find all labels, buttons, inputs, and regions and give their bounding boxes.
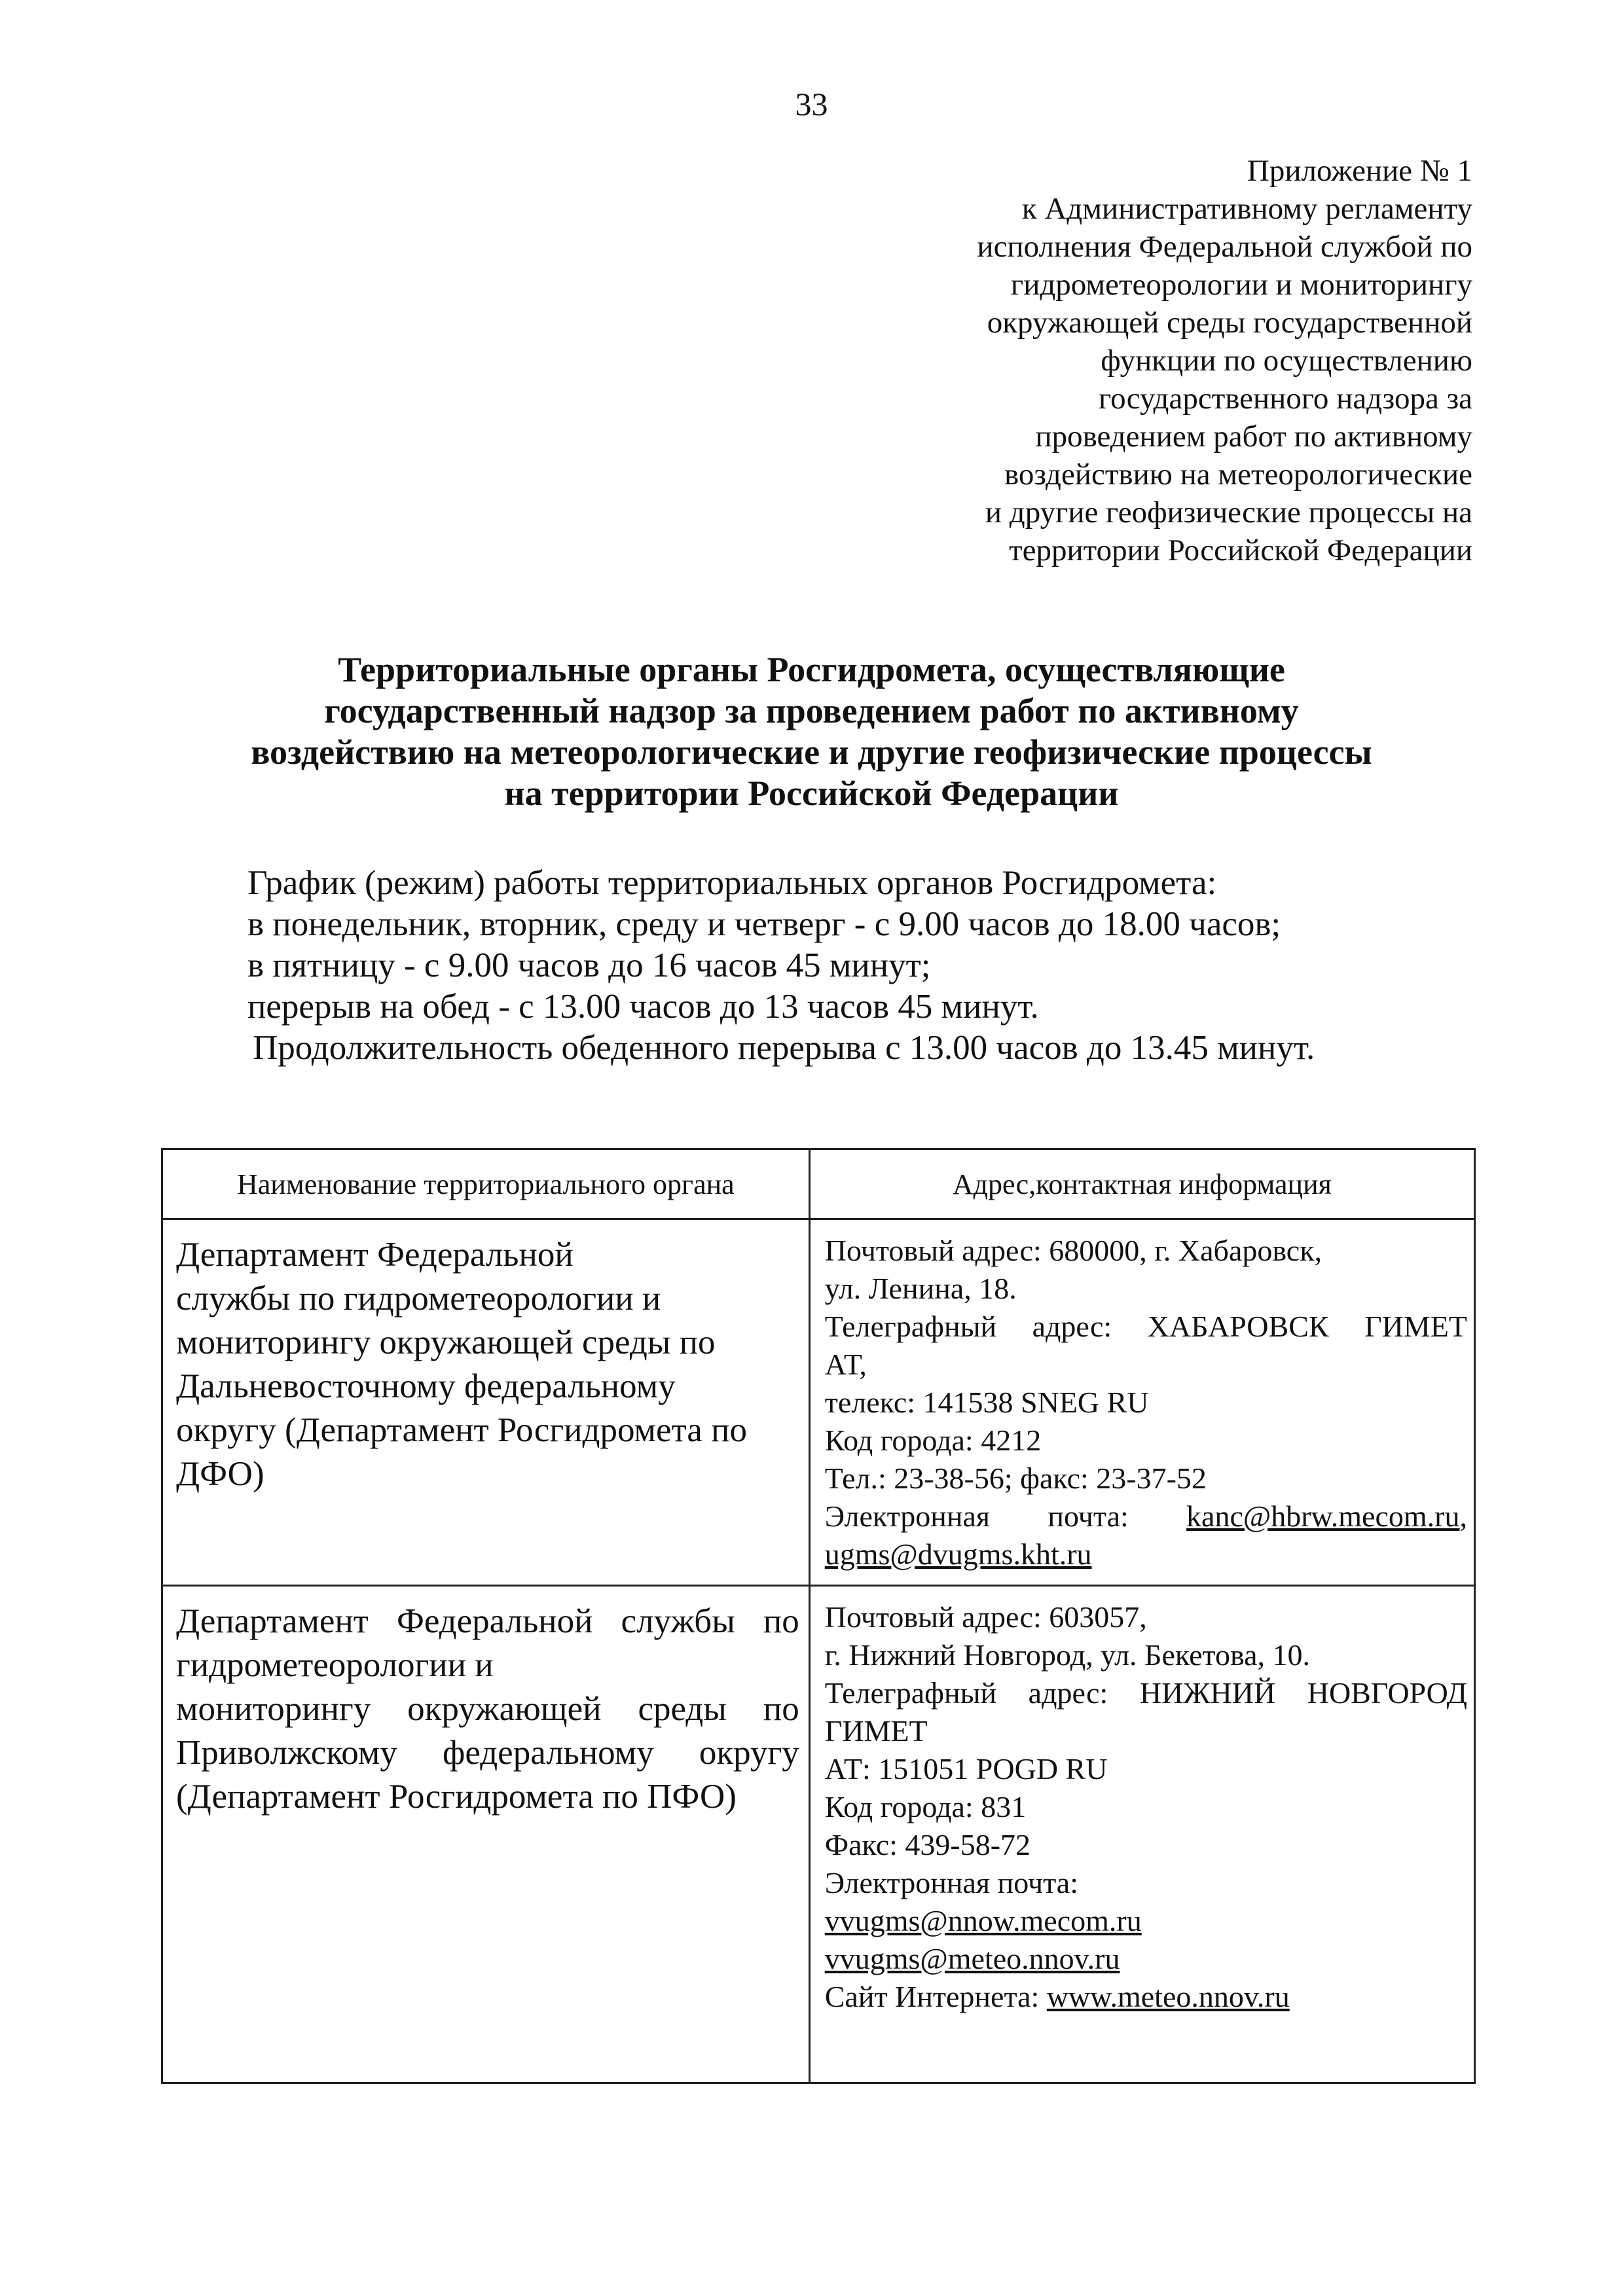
title-line: воздействию на метеорологические и другие геофизические процессы (251, 732, 1372, 772)
title-line: государственный надзор за проведением работ по активному (324, 691, 1299, 730)
website-line (825, 1978, 1467, 2016)
appendix-line: и другие геофизические процессы на (985, 495, 1472, 529)
title-line: на территории Российской Федерации (504, 774, 1119, 813)
appendix-line: воздействию на метеорологические (1004, 457, 1472, 492)
email-link[interactable]: ugms@dvugms.kht.ru (824, 1537, 1092, 1571)
appendix-line: функции по осуществлению (1101, 344, 1472, 378)
appendix-line: территории Российской Федерации (1009, 533, 1472, 567)
org-name-line: Департамент Федеральной службы по (176, 1602, 799, 1640)
org-name-line: Департамент Федеральной (176, 1236, 574, 1274)
work-schedule (247, 863, 1315, 1069)
postal-address-street: г. Нижний Новгород, ул. Бекетова, 10. (824, 1638, 1311, 1672)
postal-address-street: ул. Ленина, 18. (824, 1272, 1017, 1305)
website-link[interactable]: www.meteo.nnov.ru (1046, 1980, 1290, 2013)
phone-fax: Тел.: 23-38-56; факс: 23-37-52 (824, 1462, 1207, 1495)
org-name-line: службы по гидрометеорологии и (176, 1280, 661, 1318)
email-link[interactable]: kanc@hbrw.mecom.ru (1186, 1499, 1460, 1533)
email-line (825, 1535, 1467, 1573)
telegraph-address-cont: ГИМЕТ (824, 1714, 928, 1748)
org-name-line: Приволжскому федеральному округу (176, 1734, 799, 1772)
telegraph-address: Телеграфный адрес: НИЖНИЙ НОВГОРОД (824, 1676, 1467, 1710)
telegraph-address-cont: АТ, (824, 1348, 867, 1381)
appendix-line: исполнения Федеральной службой по (977, 230, 1472, 264)
org-name-line: Дальневосточному федеральному (176, 1367, 676, 1405)
contact-cell (809, 1219, 1474, 1586)
schedule-line: Продолжительность обеденного перерыва с 13.00 часов до 13.45 минут. (253, 1029, 1315, 1067)
page-number: 33 (795, 86, 828, 122)
org-name-line: гидрометеорологии и (176, 1646, 494, 1684)
email-line (825, 1902, 1467, 1940)
table-header-row (162, 1149, 1475, 1219)
email-line (825, 1498, 1467, 1535)
city-code: Код города: 4212 (824, 1424, 1042, 1457)
email-separator: , (1459, 1499, 1467, 1533)
org-name-line: округу (Департамент Росгидромета по (176, 1411, 747, 1449)
appendix-line: проведением работ по активному (1035, 420, 1472, 454)
territorial-bodies-table (161, 1148, 1476, 2084)
table-row (162, 1219, 1475, 1586)
email-link[interactable]: vvugms@meteo.nnov.ru (824, 1942, 1120, 1975)
schedule-line: График (режим) работы территориальных органов Росгидромета: (247, 864, 1217, 902)
telex: телекс: 141538 SNEG RU (824, 1386, 1149, 1419)
appendix-line: Приложение № 1 (1247, 154, 1472, 188)
appendix-line: гидрометеорологии и мониторингу (1010, 268, 1472, 302)
appendix-note (977, 152, 1472, 569)
org-name-cell (162, 1586, 810, 2083)
title-line: Территориальные органы Росгидромета, осуществляющие (338, 650, 1285, 689)
table-row (162, 1586, 1475, 2083)
email-link[interactable]: vvugms@nnow.mecom.ru (824, 1904, 1142, 1937)
schedule-line: в понедельник, вторник, среду и четверг - с 9.00 часов до 18.00 часов; (247, 905, 1281, 943)
column-header-name: Наименование территориального органа (162, 1149, 810, 1219)
city-code: Код города: 831 (824, 1790, 1027, 1823)
website-label: Сайт Интернета: (824, 1980, 1040, 2013)
org-name-line: ДФО) (176, 1455, 264, 1493)
postal-address: Почтовый адрес: 603057, (824, 1600, 1147, 1634)
appendix-line: окружающей среды государственной (987, 306, 1472, 340)
telegraph-address: Телеграфный адрес: ХАБАРОВСК ГИМЕТ (824, 1310, 1467, 1343)
column-header-contact: Адрес,контактная информация (809, 1149, 1474, 1219)
appendix-line: государственного надзора за (1099, 382, 1472, 416)
email-label: Электронная почта: (824, 1866, 1079, 1899)
schedule-line: перерыв на обед - с 13.00 часов до 13 часов 45 минут. (247, 988, 1039, 1026)
org-name-cell (162, 1219, 810, 1586)
email-label: Электронная почта: (824, 1499, 1129, 1533)
postal-address: Почтовый адрес: 680000, г. Хабаровск, (824, 1234, 1322, 1267)
contact-cell (809, 1586, 1474, 2083)
appendix-line: к Административному регламенту (1021, 192, 1472, 226)
email-line (825, 1940, 1467, 1978)
at-code: АТ: 151051 POGD RU (824, 1752, 1108, 1785)
schedule-line: в пятницу - с 9.00 часов до 16 часов 45 минут; (247, 946, 931, 984)
org-name-line: мониторингу окружающей среды по (176, 1323, 716, 1361)
org-name-line: (Департамент Росгидромета по ПФО) (176, 1778, 737, 1816)
fax: Факс: 439-58-72 (824, 1828, 1031, 1861)
document-title (0, 649, 1623, 814)
org-name-line: мониторингу окружающей среды по (176, 1690, 799, 1728)
